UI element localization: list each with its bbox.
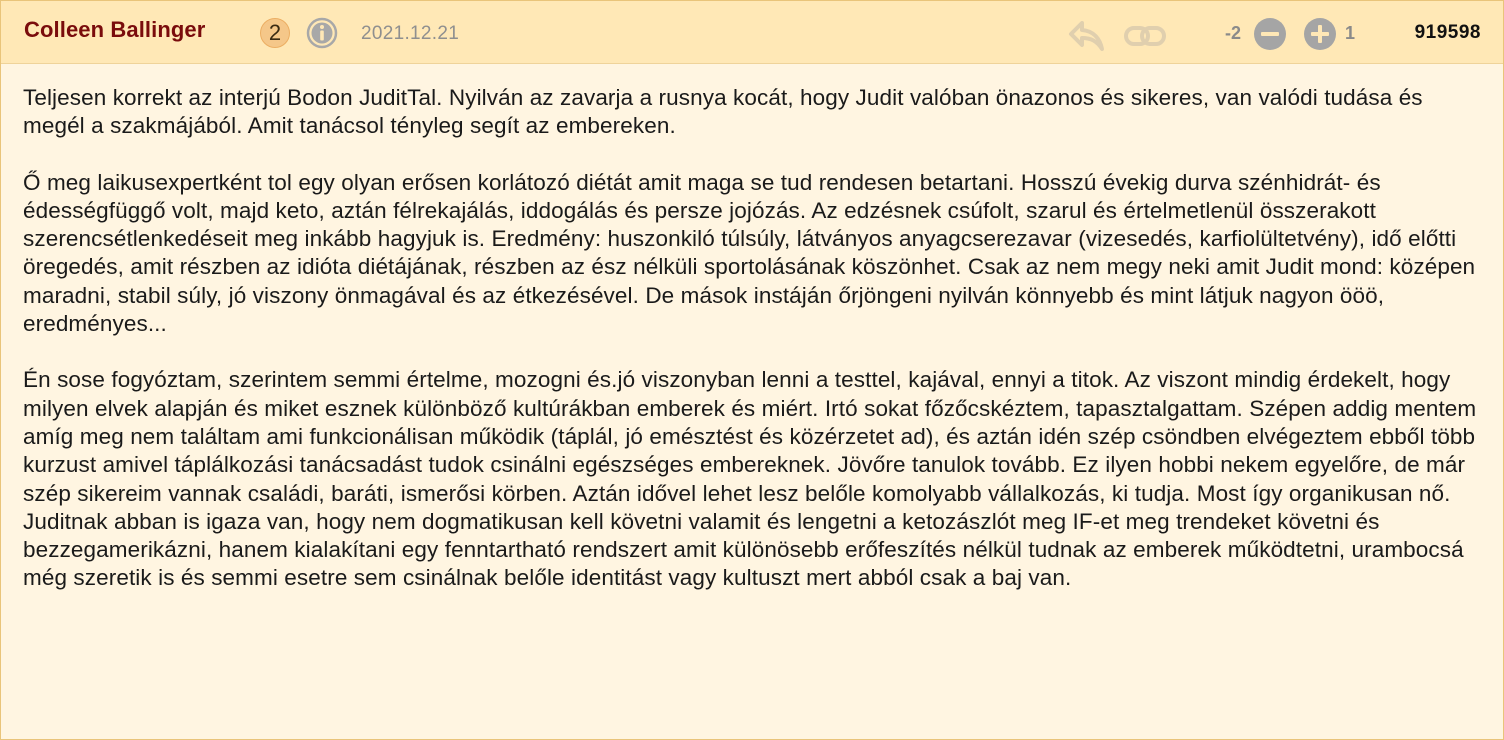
upvote-button[interactable] bbox=[1304, 18, 1336, 50]
reply-icon[interactable] bbox=[1067, 19, 1107, 53]
upvote-count: 1 bbox=[1345, 23, 1356, 43]
rank-badge: 2 bbox=[260, 18, 290, 48]
info-icon[interactable] bbox=[306, 17, 338, 49]
comment-paragraph: Ő meg laikusexpertként tol egy olyan erősen korlátozó diétát amit maga se tud rendesen betartani. Hosszú évekig durva szénhidrát- és édességfüggő volt, majd keto, aztán félrekajálás, iddogálás és persze jojózás. Az edzésnek csúfolt, szarul és értelmetlenül összerakott szerencsétlenkedéseit meg inkább hagyjuk is. Eredmény: huszonkiló túlsúly, látványos anyagcserezavar (vizesedés, karfiolültetvény), idő előtti öregedés, amit részben az idióta diétájának, részben az ész nélküli sportolásának köszönhet. Csak az nem megy neki amit Judit mond: középen maradni, stabil súly, jó viszony önmagával és az étkezésével. De mások instáján őrjöngeni nyilván könnyebb és mint látjuk nagyon ööö, eredményes... bbox=[23, 169, 1476, 337]
author-name[interactable]: Colleen Ballinger bbox=[24, 17, 206, 42]
downvote-count: -2 bbox=[1225, 23, 1242, 43]
downvote-button[interactable] bbox=[1254, 18, 1286, 50]
comment-header bbox=[1, 1, 1503, 64]
link-icon[interactable] bbox=[1123, 23, 1167, 49]
comment-paragraph: Teljesen korrekt az interjú Bodon JuditTal. Nyilván az zavarja a rusnya kocát, hogy Judit valóban önazonos és sikeres, van valódi tudása és megél a szakmájából. Amit tanácsol tényleg segít az embereken. bbox=[23, 85, 1423, 139]
comment-date: 2021.12.21 bbox=[361, 23, 460, 44]
comment-id[interactable]: 919598 bbox=[1414, 22, 1481, 43]
comment-body bbox=[1, 64, 1503, 593]
comment-paragraph: Én sose fogyóztam, szerintem semmi értelme, mozogni és.jó viszonyban lenni a testtel, kajával, ennyi a titok. Az viszont mindig érdekelt, hogy milyen elvek alapján és miket esznek különböző kultúrákban emberek és miért. Irtó sokat főzőcskéztem, tapasztalgattam. Szépen addig mentem amíg meg nem találtam ami funkcionálisan működik (táplál, jó emésztést és közérzetet ad), és aztán idén szép csöndben elvégeztem ebből több kurzust amivel táplálkozási tanácsadást tudok csinálni egészséges embereknek. Jövőre tanulok tovább. Ez ilyen hobbi nekem egyelőre, de már szép sikereim vannak családi, baráti, ismerősi körben. Aztán idővel lehet lesz belőle komolyabb vállalkozás, ki tudja. Most így organikusan nő. Juditnak abban is igaza van, hogy nem dogmatikusan kell követni valamit és lengetni a ketozászlót meg IF-et meg trendeket követni és bezzegamerikázni, hanem kialakítani egy fenntartható rendszert amit különösebb erőfeszítés nélkül tudnak az emberek működtetni, urambocsá még szeretik is és semmi esetre sem csinálnak belőle identitást vagy kultuszt mert abból csak a baj van. bbox=[23, 367, 1477, 591]
